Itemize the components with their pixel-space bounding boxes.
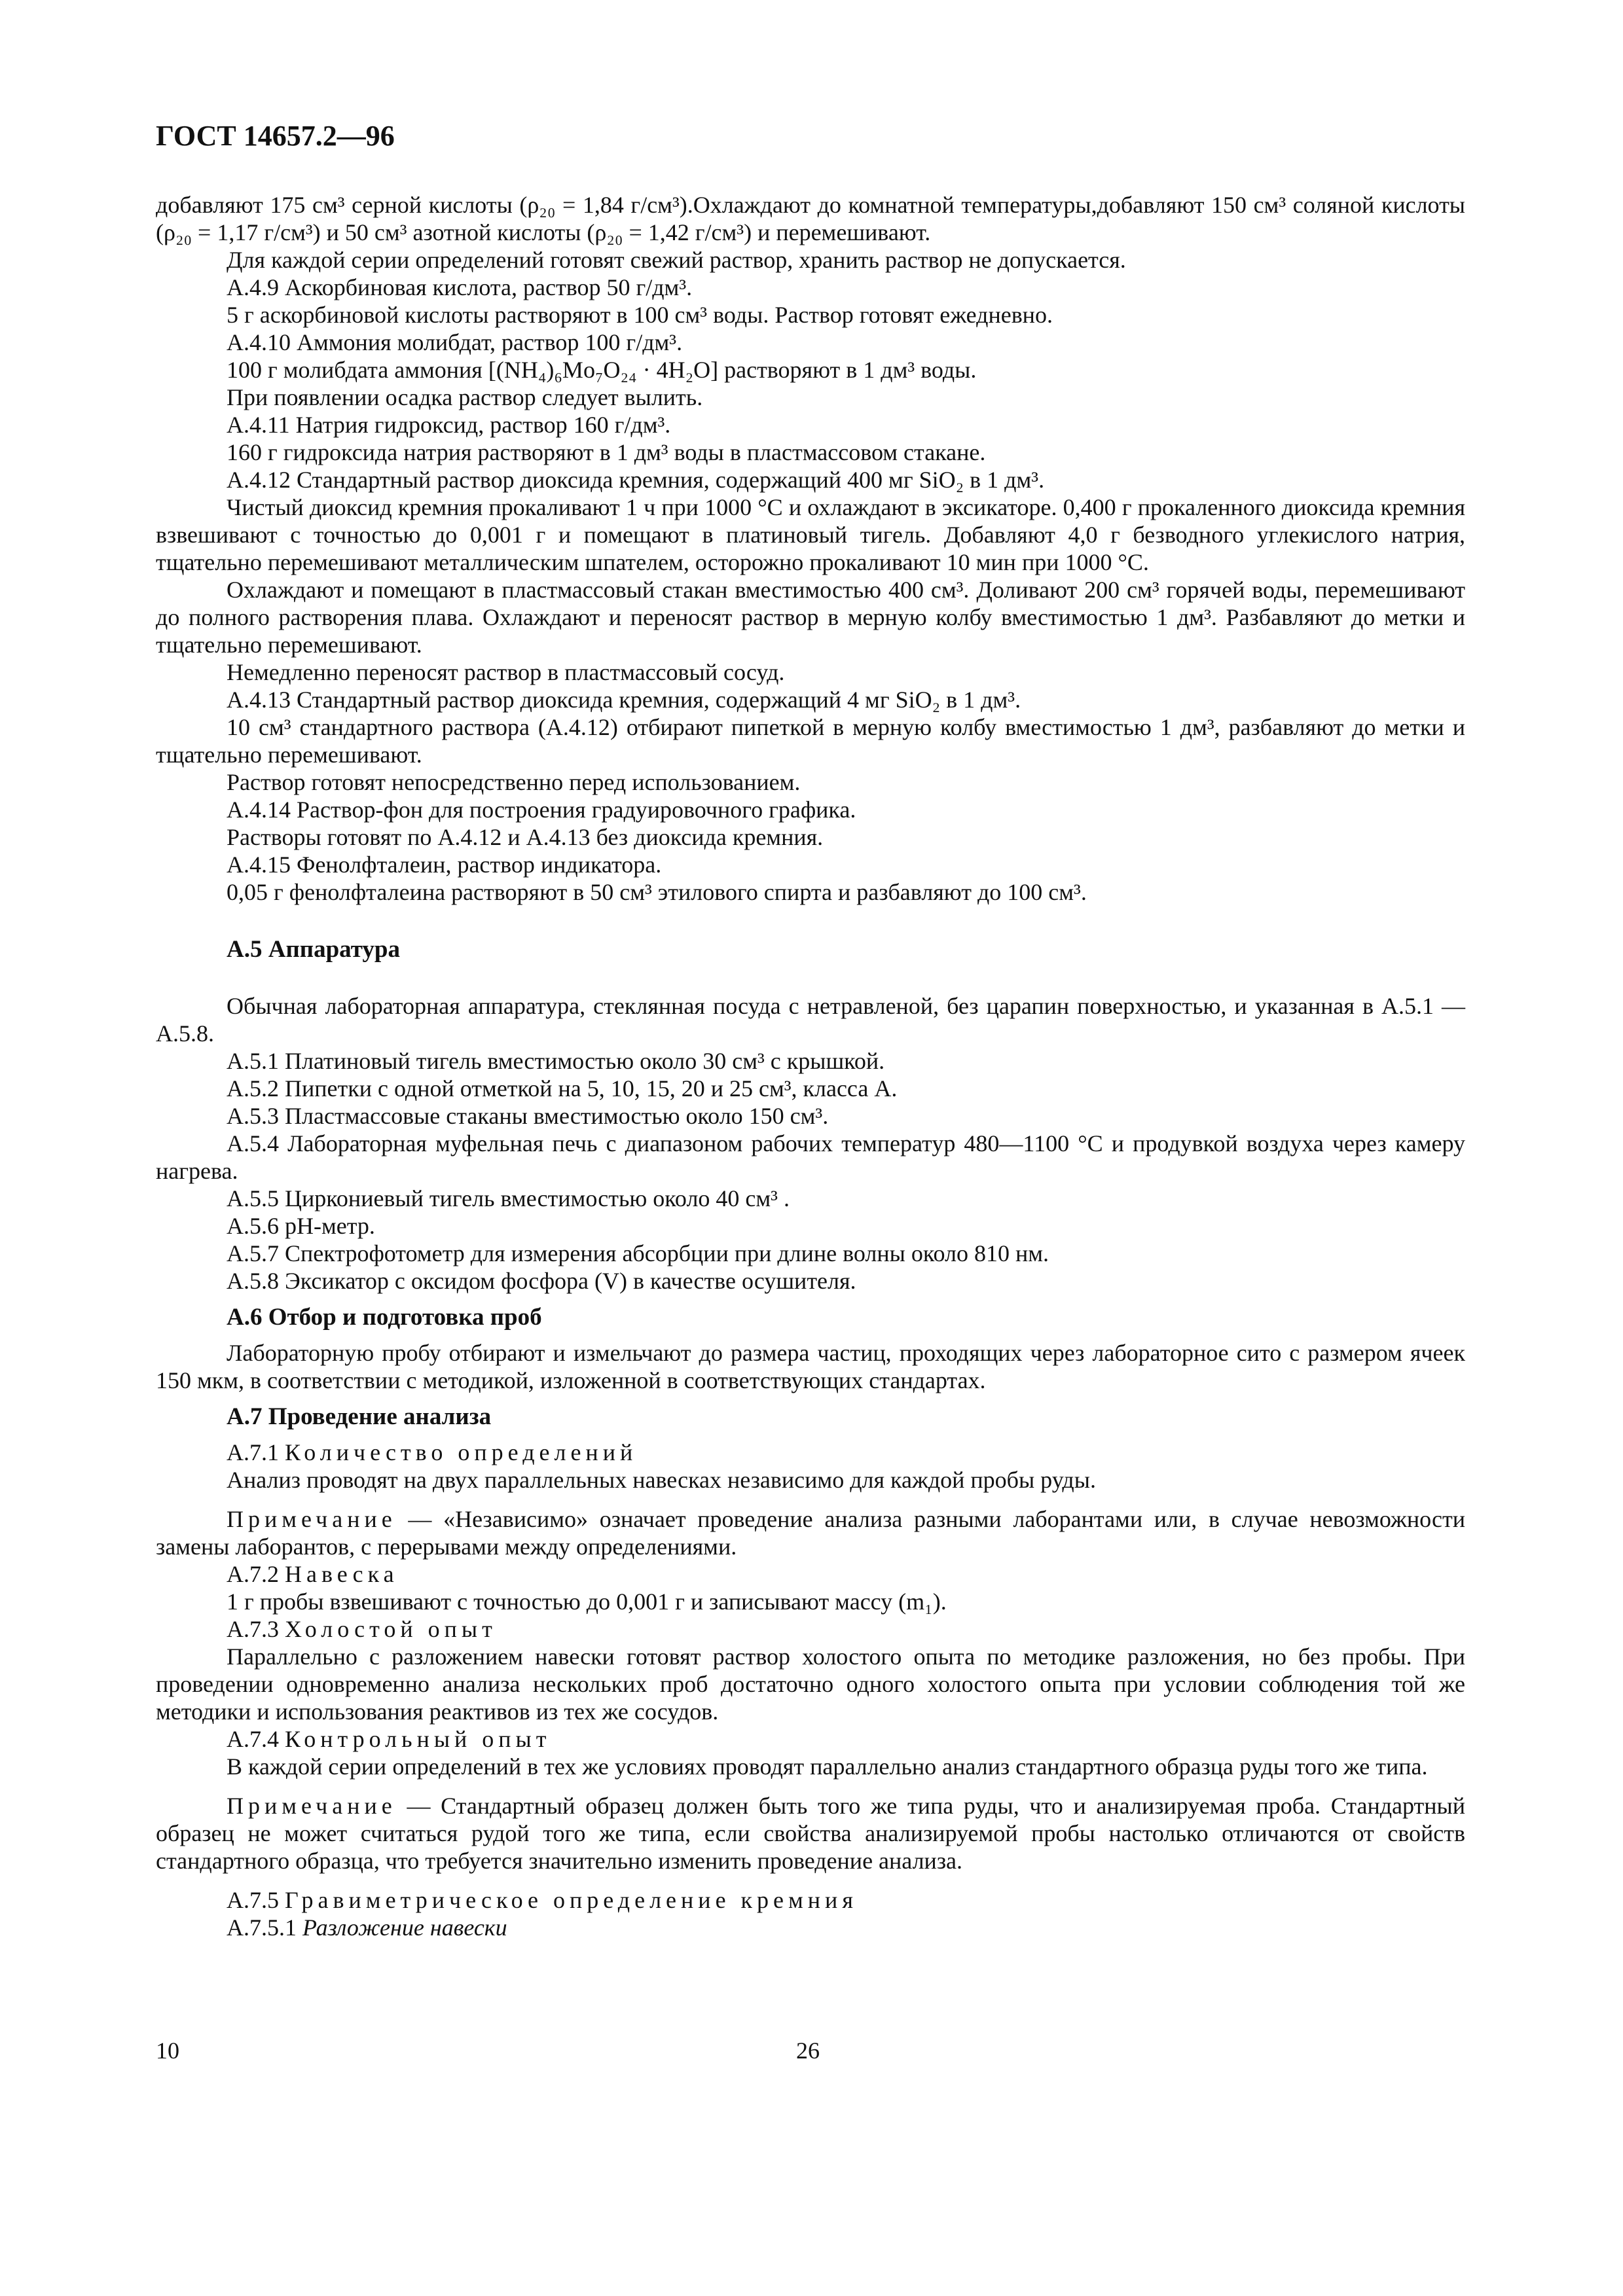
subsection-number: А.7.4 <box>227 1726 279 1752</box>
document-body <box>156 191 1465 1941</box>
paragraph: А.4.14 Раствор-фон для построения градуировочного графика. <box>227 797 856 823</box>
paragraph: Растворы готовят по А.4.12 и А.4.13 без диоксида кремния. <box>227 824 824 850</box>
paragraph: А.5.1 Платиновый тигель вместимостью около 30 см³ с крышкой. <box>227 1048 885 1074</box>
paragraph: А.4.12 Стандартный раствор диоксида кремния, содержащий 400 мг SiO₂ в 1 дм³. <box>227 467 1045 493</box>
subsection-title <box>156 1560 1465 1588</box>
paragraph: 1 г пробы взвешивают с точностью до 0,001 г и записывают массу (m₁). <box>227 1588 947 1615</box>
paragraph: А.5.8 Эксикатор с оксидом фосфора (V) в качестве осушителя. <box>227 1268 856 1294</box>
subsection-title <box>156 1615 1465 1643</box>
page-number-left: 10 <box>156 2037 179 2064</box>
paragraph: А.4.11 Натрия гидроксид, раствор 160 г/дм³. <box>227 412 671 438</box>
subsection-number: А.7.5.1 <box>227 1914 297 1941</box>
paragraph: А.4.9 Аскорбиновая кислота, раствор 50 г/дм³. <box>227 274 693 300</box>
paragraph: А.5.7 Спектрофотометр для измерения абсорбции при длине волны около 810 нм. <box>227 1240 1049 1266</box>
paragraph: Раствор готовят непосредственно перед использованием. <box>227 769 801 795</box>
subsection-label: Гравиметрическое определение кремния <box>285 1887 858 1913</box>
note-text: — «Независимо» означает проведение анализа разными лаборантами или, в случае невозможности замены лаборантов, с перерывами между определениями. <box>156 1506 1465 1560</box>
paragraph: А.5.5 Циркониевый тигель вместимостью около 40 см³ . <box>227 1185 790 1211</box>
section-heading-a7: А.7 Проведение анализа <box>227 1403 492 1430</box>
paragraph: А.4.10 Аммония молибдат, раствор 100 г/дм³. <box>227 329 683 355</box>
paragraph: А.5.2 Пипетки с одной отметкой на 5, 10, 15, 20 и 25 см³, класса А. <box>227 1075 898 1102</box>
note-label: Примечание <box>227 1793 397 1819</box>
paragraph: Параллельно с разложением навески готовят раствор холостого опыта по методике разложения, но без пробы. При проведении одновременно анализа нескольких проб достаточно одного холостого опыта при условии соблюдения той же методики и использования реактивов из тех же сосудов. <box>156 1643 1465 1725</box>
subsection-title <box>156 1439 1465 1466</box>
paragraph: Чистый диоксид кремния прокаливают 1 ч при 1000 °С и охлаждают в эксикаторе. 0,400 г прокаленного диоксида кремния взвешивают с точностью до 0,001 г и помещают в платиновый тигель. Добавляют 4,0 г безводного углекислого натрия, тщательно перемешивают металлическим шпателем, осторожно прокаливают 10 мин при 1000 °С. <box>156 494 1465 575</box>
paragraph: добавляют 175 см³ серной кислоты (ρ₂₀ = 1,84 г/см³).Охлаждают до комнатной температуры,добавляют 150 см³ соляной кислоты (ρ₂₀ = 1,17 г/см³) и 50 см³ азотной кислоты (ρ₂₀ = 1,42 г/см³) и перемешивают. <box>156 192 1465 245</box>
paragraph: Охлаждают и помещают в пластмассовый стакан вместимостью 400 см³. Доливают 200 см³ горячей воды, перемешивают до полного растворения плава. Охлаждают и переносят раствор в мерную колбу вместимостью 1 дм³. Разбавляют до метки и тщательно перемешивают. <box>156 577 1465 658</box>
paragraph: А.4.13 Стандартный раствор диоксида кремния, содержащий 4 мг SiO₂ в 1 дм³. <box>227 687 1021 713</box>
paragraph: 160 г гидроксида натрия растворяют в 1 дм³ воды в пластмассовом стакане. <box>227 439 986 465</box>
subsubsection-title <box>156 1914 1465 1941</box>
subsection-number: А.7.2 <box>227 1561 279 1587</box>
subsection-number: А.7.3 <box>227 1616 279 1642</box>
subsection-label: Контрольный опыт <box>285 1726 551 1752</box>
paragraph: Лабораторную пробу отбирают и измельчают до размера частиц, проходящих через лабораторное сито с размером ячеек 150 мкм, в соответствии с методикой, изложенной в соответствующих стандартах. <box>156 1340 1465 1393</box>
paragraph: При появлении осадка раствор следует вылить. <box>227 384 703 410</box>
paragraph: 0,05 г фенолфталеина растворяют в 50 см³ этилового спирта и разбавляют до 100 см³. <box>227 879 1087 905</box>
subsection-title <box>156 1725 1465 1753</box>
subsection-label: Количество определений <box>285 1439 638 1465</box>
paragraph: А.4.15 Фенолфталеин, раствор индикатора. <box>227 852 662 878</box>
paragraph: 10 см³ стандартного раствора (А.4.12) отбирают пипеткой в мерную колбу вместимостью 1 дм³, разбавляют до метки и тщательно перемешивают. <box>156 714 1465 768</box>
note <box>156 1792 1465 1874</box>
paragraph: Анализ проводят на двух параллельных навесках независимо для каждой пробы руды. <box>227 1467 1096 1493</box>
subsection-title <box>156 1886 1465 1914</box>
subsection-label: Холостой опыт <box>285 1616 497 1642</box>
document-header: ГОСТ 14657.2—96 <box>156 120 395 152</box>
note-label: Примечание <box>227 1506 397 1532</box>
paragraph: Обычная лабораторная аппаратура, стеклянная посуда с нетравленой, без царапин поверхностью, и указанная в А.5.1 — А.5.8. <box>156 993 1465 1047</box>
page-number-center: 26 <box>796 2037 820 2064</box>
subsection-number: А.7.1 <box>227 1439 279 1465</box>
subsection-label: Навеска <box>285 1561 399 1587</box>
paragraph: 100 г молибдата аммония [(NH₄)₆Mo₇O₂₄ · 4H₂O] растворяют в 1 дм³ воды. <box>227 357 977 383</box>
paragraph: А.5.3 Пластмассовые стаканы вместимостью около 150 см³. <box>227 1103 829 1129</box>
section-heading-a6: А.6 Отбор и подготовка проб <box>227 1304 542 1331</box>
subsection-label: Разложение навески <box>302 1914 507 1941</box>
paragraph: В каждой серии определений в тех же условиях проводят параллельно анализ стандартного образца руды того же типа. <box>227 1753 1428 1780</box>
note <box>156 1505 1465 1560</box>
note-text: — Стандартный образец должен быть того же типа руды, что и анализируемая проба. Стандартный образец не может считаться рудой того же типа, если свойства анализируемой пробы настолько отличаются от свойств стандартного образца, что требуется значительно изменить проведение анализа. <box>156 1793 1465 1874</box>
paragraph: А.5.6 рН-метр. <box>227 1213 375 1239</box>
subsection-number: А.7.5 <box>227 1887 279 1913</box>
paragraph: Для каждой серии определений готовят свежий раствор, хранить раствор не допускается. <box>227 247 1126 273</box>
paragraph: А.5.4 Лабораторная муфельная печь с диапазоном рабочих температур 480—1100 °С и продувкой воздуха через камеру нагрева. <box>156 1130 1465 1184</box>
paragraph: Немедленно переносят раствор в пластмассовый сосуд. <box>227 659 785 685</box>
paragraph: 5 г аскорбиновой кислоты растворяют в 100 см³ воды. Раствор готовят ежедневно. <box>227 302 1053 328</box>
section-heading-a5: А.5 Аппаратура <box>227 936 400 963</box>
